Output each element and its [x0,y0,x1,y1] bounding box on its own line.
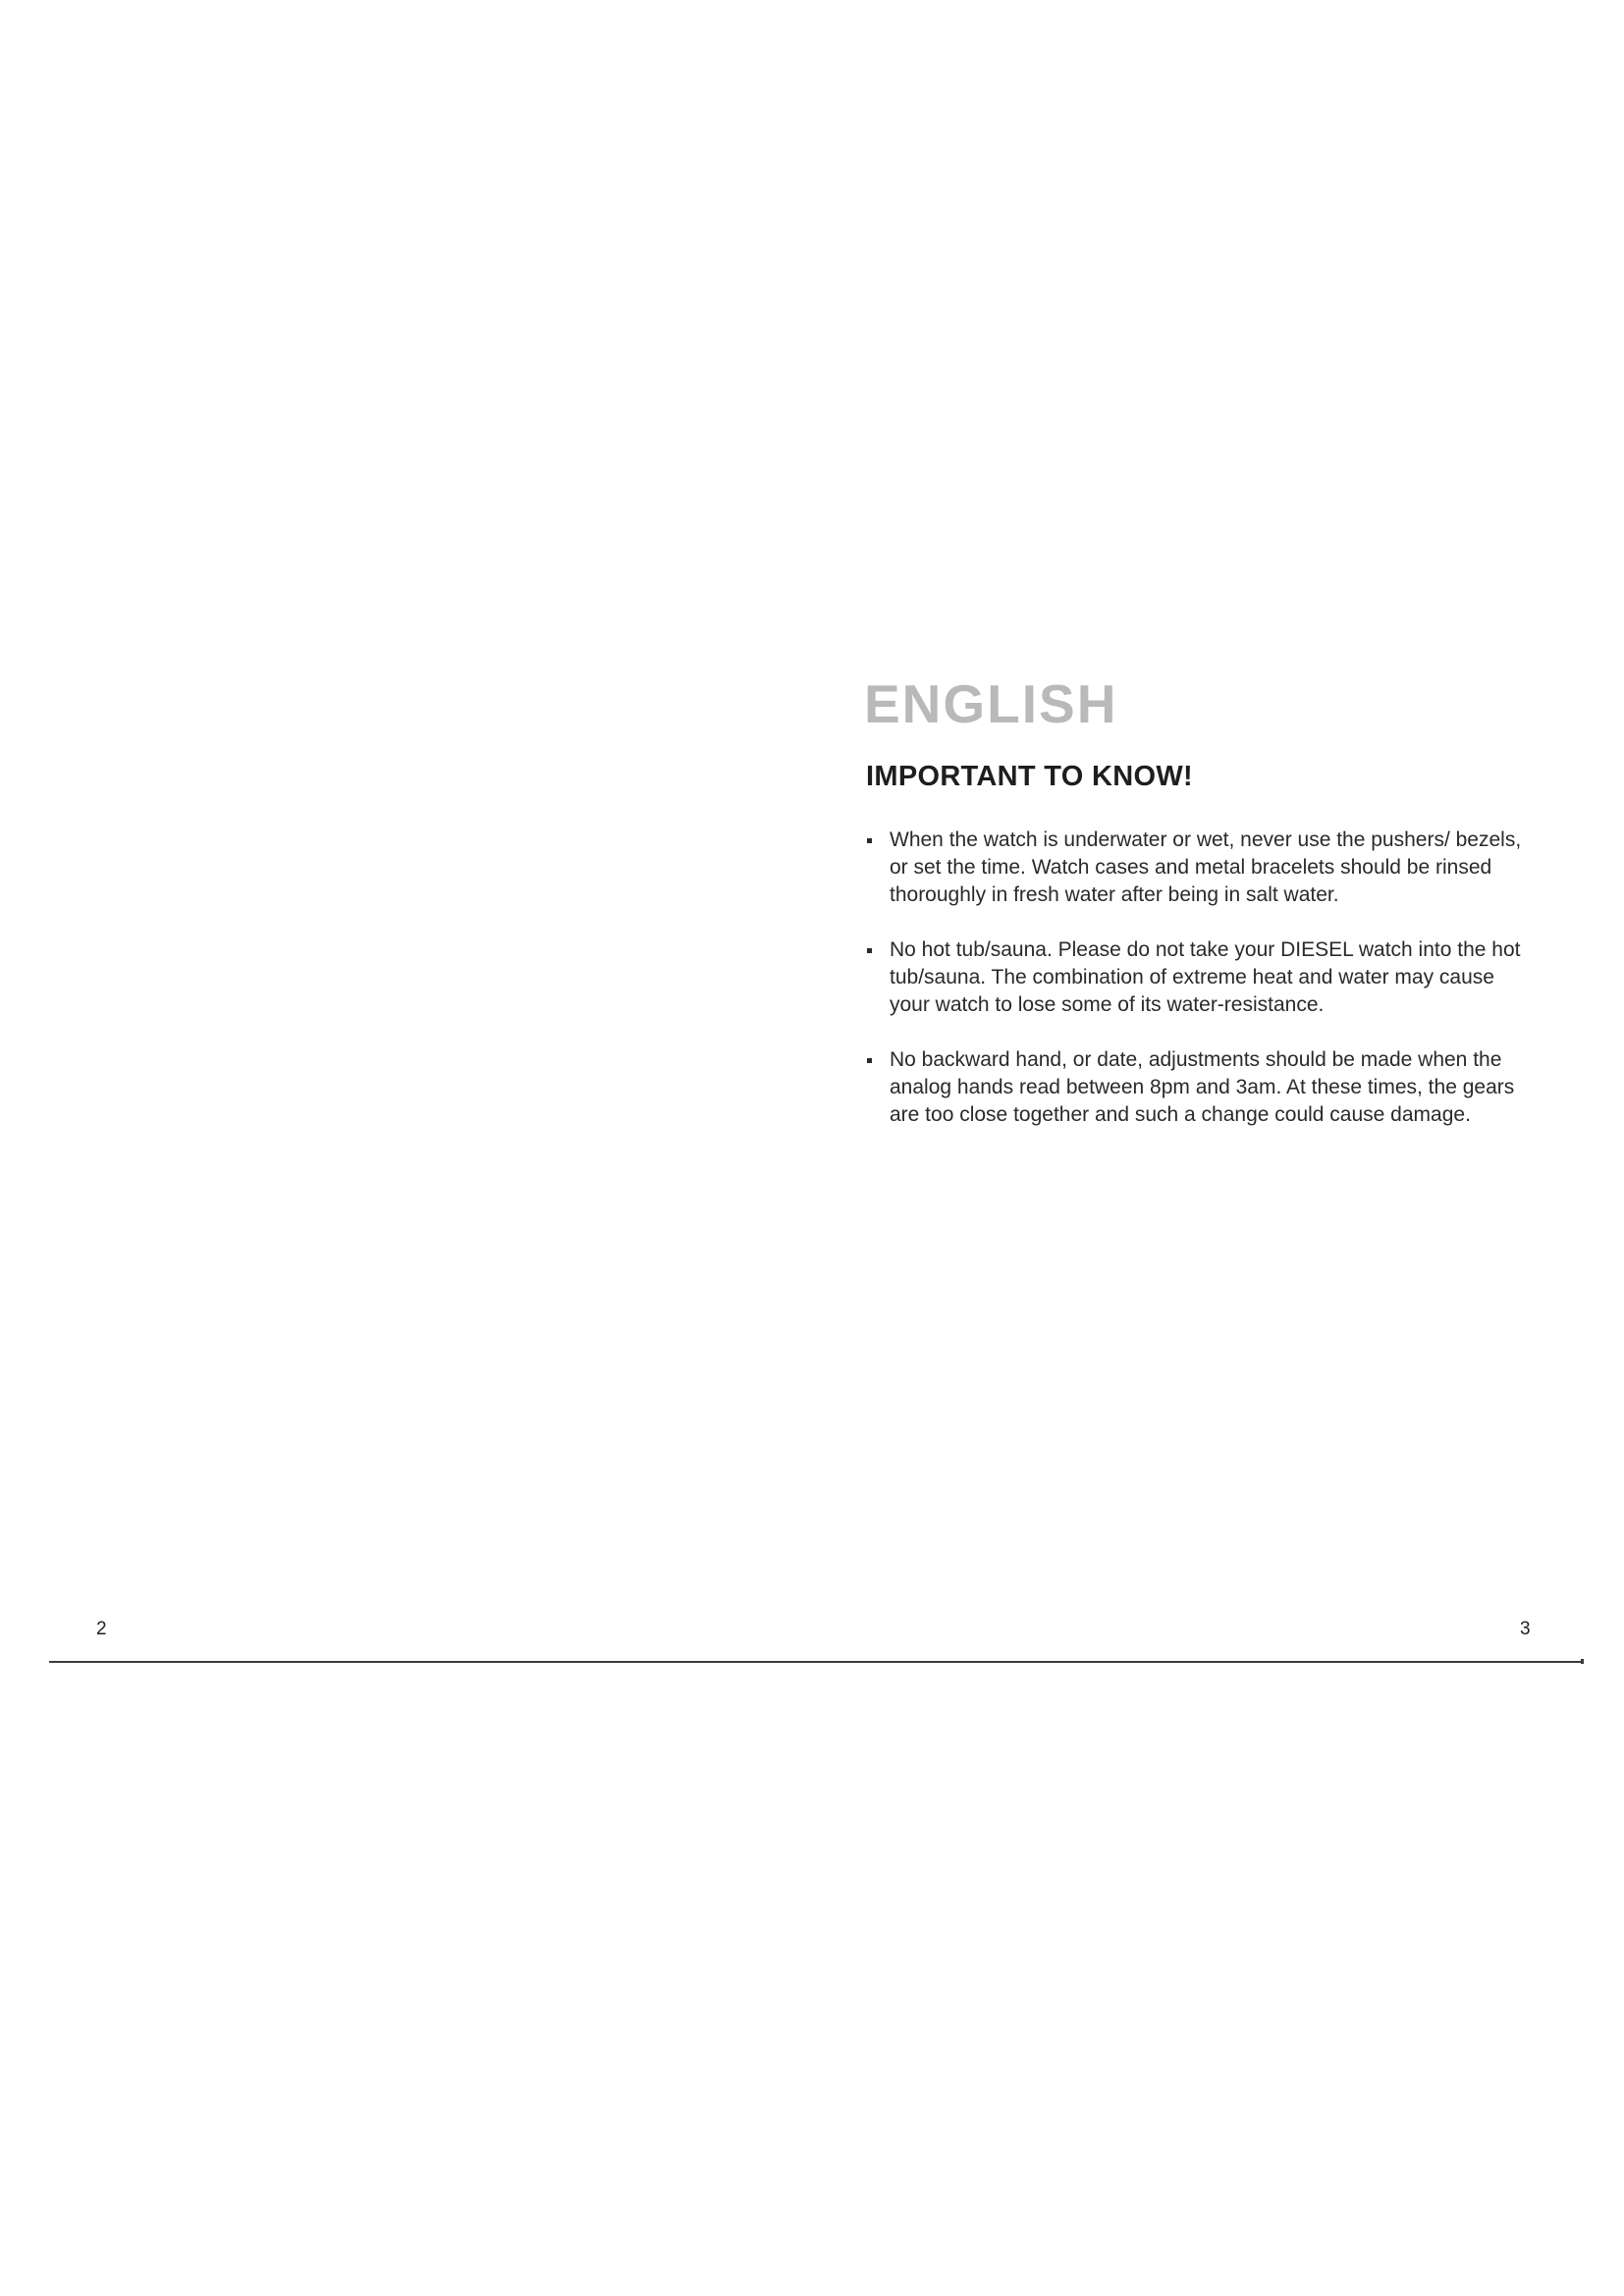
page-number-left: 2 [96,1619,107,1639]
list-item [866,1046,1524,1129]
list-item-text: No backward hand, or date, adjustments should be made when the analog hands read between 8pm and 3am. At these times, the gears are too close together and such a change could cause damage. [890,1048,1515,1126]
list-item-text: When the watch is underwater or wet, never use the pushers/ bezels, or set the time. Watch cases and metal bracelets should be rinsed thoroughly in fresh water after being in salt water. [890,828,1522,906]
list-item-text: No hot tub/sauna. Please do not take your DIESEL watch into the hot tub/sauna. The combination of extreme heat and water may cause your watch to lose some of its water-resistance. [890,938,1521,1016]
section-heading: IMPORTANT TO KNOW! [866,761,1193,792]
list-item [866,936,1524,1019]
page-number-right: 3 [1520,1619,1531,1639]
bullet-square-icon [867,838,872,843]
language-heading: ENGLISH [864,673,1118,734]
important-notes-list [866,827,1524,1156]
rule-end-tick [1581,1659,1584,1664]
list-item [866,827,1524,909]
bottom-rule [49,1661,1583,1663]
bullet-square-icon [867,1058,872,1063]
bullet-square-icon [867,948,872,953]
